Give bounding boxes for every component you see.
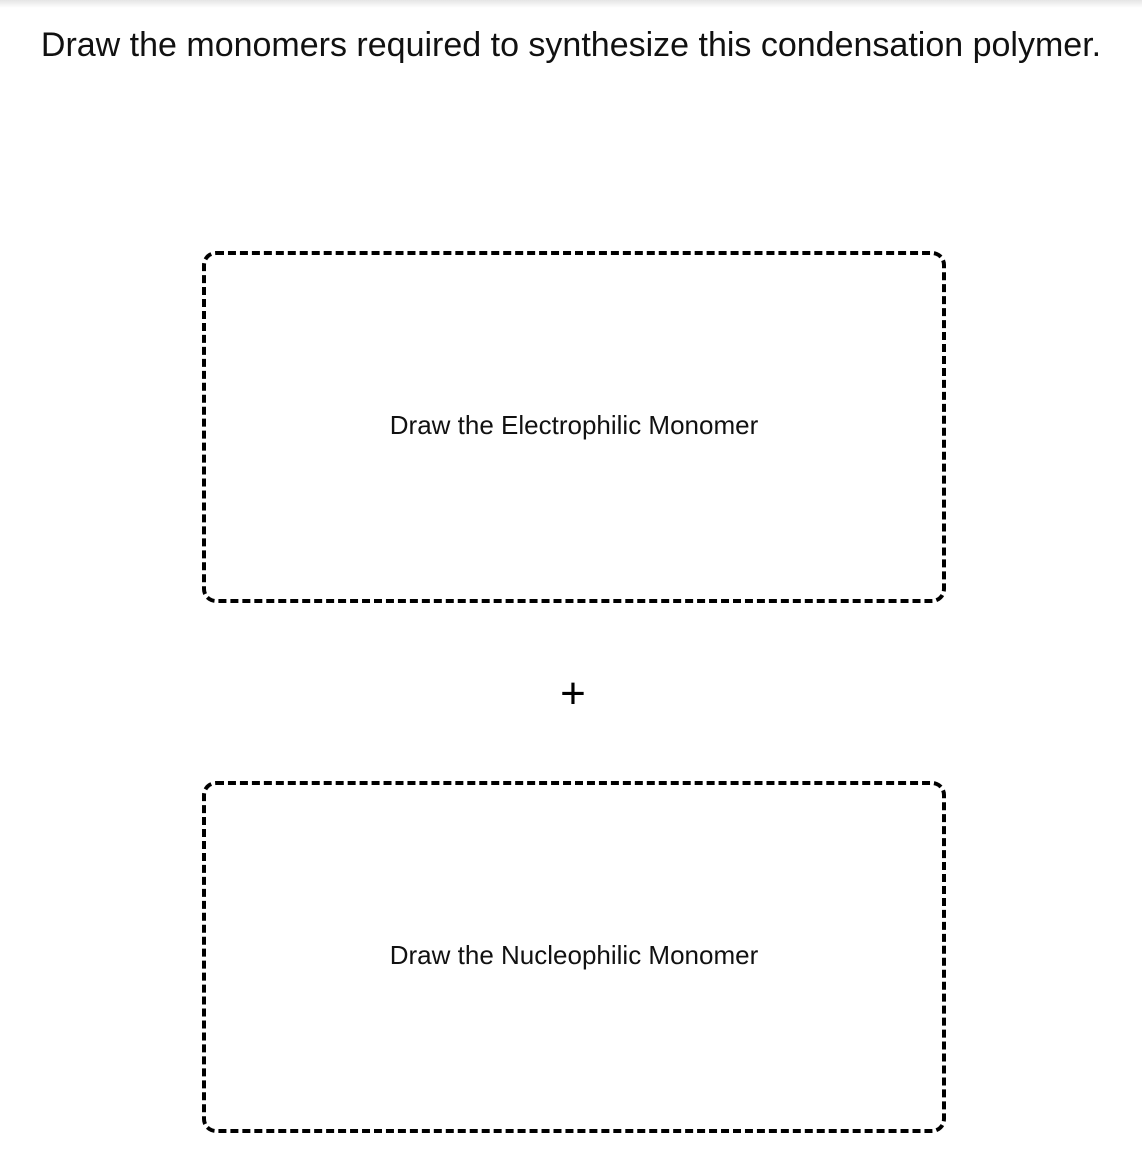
nucleophilic-monomer-label: Draw the Nucleophilic Monomer [389,939,759,970]
electrophilic-monomer-drawing-area[interactable] [202,251,946,603]
electrophilic-monomer-label: Draw the Electrophilic Monomer [389,409,759,440]
plus-sign: + [560,669,586,718]
question-prompt: Draw the monomers required to synthesize this condensation polymer. [40,26,1102,64]
nucleophilic-monomer-drawing-area[interactable] [202,781,946,1133]
top-shadow [0,0,1142,8]
